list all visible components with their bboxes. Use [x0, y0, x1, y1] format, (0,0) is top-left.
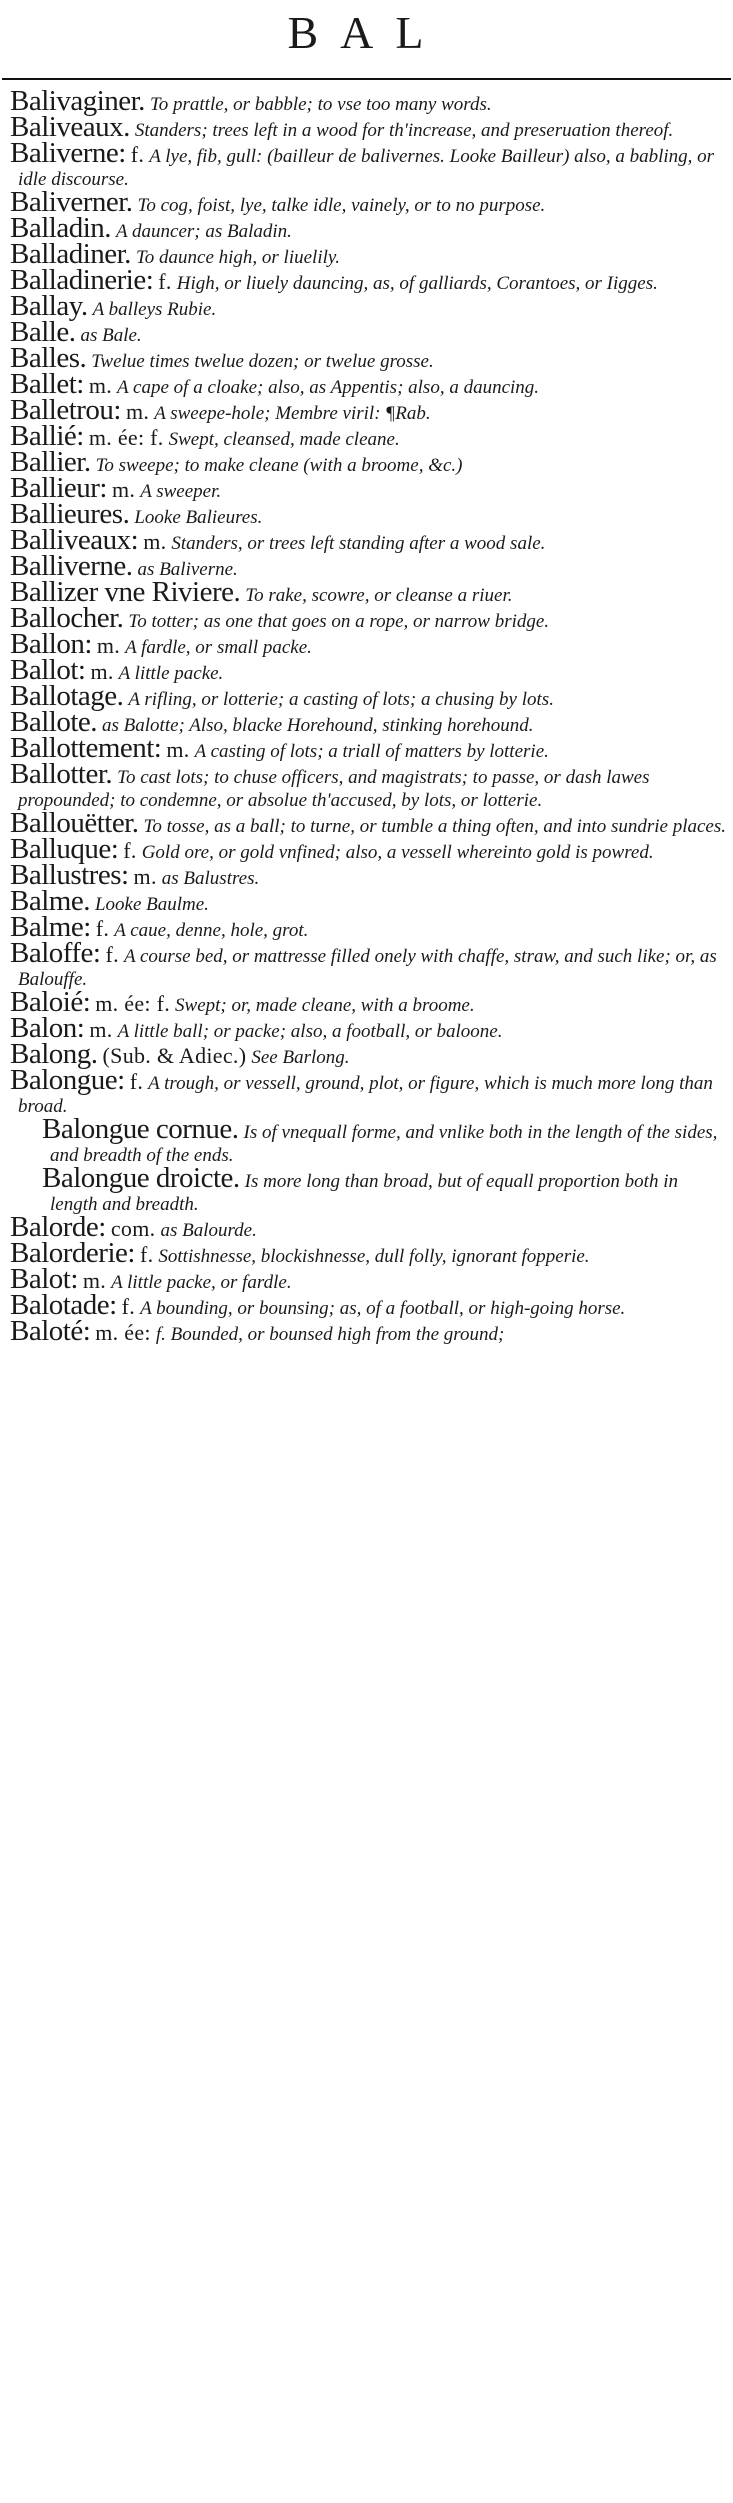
definition: A caue, denne, hole, grot. [114, 920, 309, 941]
grammar-label: m. ée: f. [95, 991, 171, 1016]
definition: A balleys Rubie. [92, 299, 217, 320]
dictionary-entry [10, 859, 726, 891]
dictionary-entry [10, 911, 726, 943]
headword: Baliveaux. [10, 111, 130, 143]
headword: Balle. [10, 316, 76, 348]
headword: Ballet: [10, 368, 84, 400]
definition: To daunce high, or liuelily. [135, 247, 341, 268]
dictionary-entry [10, 885, 726, 917]
definition: Is more long than broad, but of equall proportion both in length and breadth. [50, 1171, 678, 1215]
definition: as Bale. [80, 325, 142, 346]
headword: Balivaginer. [10, 85, 145, 117]
dictionary-entry [10, 1113, 726, 1167]
grammar-label: m. [96, 633, 121, 658]
dictionary-entry [10, 264, 726, 296]
definition: A little packe. [118, 663, 224, 684]
grammar-label: f. [95, 916, 110, 941]
headword: Balladiner. [10, 238, 131, 270]
definition: To cast lots; to chuse officers, and magistrats; to passe, or dash lawes propounded; to condemne, or absolue th'accused, by lots, or lotterie. [18, 767, 650, 811]
dictionary-entry [10, 680, 726, 712]
grammar-label: f. [123, 838, 137, 863]
running-head: BAL [287, 7, 446, 58]
headword: Balliveaux: [10, 524, 139, 556]
dictionary-entry [10, 1263, 726, 1295]
headword: Balorde: [10, 1211, 106, 1243]
definition: as Balourde. [160, 1220, 257, 1241]
grammar-label: f. [139, 1242, 154, 1267]
grammar-label: f. [121, 1294, 136, 1319]
grammar-label: m. ée: f. [88, 425, 164, 450]
headword: Ballouëtter. [10, 807, 139, 839]
definition: See Barlong. [251, 1047, 350, 1068]
dictionary-entry [10, 1064, 726, 1118]
headword: Ballotage. [10, 680, 124, 712]
grammar-label: f. [105, 942, 119, 967]
headword: Balladin. [10, 212, 112, 244]
headword: Balluque: [10, 833, 119, 865]
headword: Ballier. [10, 446, 91, 478]
headword: Ballottement: [10, 732, 162, 764]
headword: Balong. [10, 1038, 98, 1070]
headword: Ballon: [10, 628, 92, 660]
definition: Looke Balieures. [134, 507, 263, 528]
dictionary-entry [10, 937, 726, 991]
dictionary-entry [10, 732, 726, 764]
definition: To tosse, as a ball; to turne, or tumble a thing often, and into sundrie places. [143, 816, 726, 837]
definition: as Baliverne. [137, 559, 238, 580]
definition: To sweepe; to make cleane (with a broome, &c.) [95, 455, 463, 476]
headword: Ballizer vne Riviere. [10, 576, 241, 608]
headword: Ballieur: [10, 472, 107, 504]
headword: Balongue cornue. [42, 1113, 239, 1145]
dictionary-entry [10, 1289, 726, 1321]
dictionary-entry [10, 628, 726, 660]
headword: Balladinerie: [10, 264, 154, 296]
headword: Ballié: [10, 420, 84, 452]
definition: A sweepe-hole; Membre viril: ¶Rab. [154, 403, 431, 424]
definition: Standers; trees left in a wood for th'increase, and preseruation thereof. [134, 120, 674, 141]
grammar-label: f. [129, 1069, 144, 1094]
grammar-label: m. [125, 399, 150, 424]
grammar-label: m. [82, 1268, 107, 1293]
headword: Ballieures. [10, 498, 130, 530]
dictionary-entry [10, 1315, 726, 1347]
grammar-label: m. [111, 477, 136, 502]
headword: Balongue droicte. [42, 1162, 240, 1194]
definition: A lye, fib, gull: (bailleur de balivernes. Looke Bailleur) also, a babling, or idle discourse. [18, 146, 715, 190]
definition: f. Bounded, or bounsed high from the ground; [155, 1324, 505, 1345]
headword: Ballote. [10, 706, 98, 738]
headword: Baliverner. [10, 186, 133, 218]
header-rule [2, 78, 731, 80]
definition: Sottishnesse, blockishnesse, dull folly, ignorant fopperie. [158, 1246, 590, 1267]
definition: A little ball; or packe; also, a football, or baloone. [117, 1021, 503, 1042]
headword: Ballot: [10, 654, 86, 686]
dictionary-entry [10, 602, 726, 634]
definition: Swept; or, made cleane, with a broome. [175, 995, 475, 1016]
dictionary-entry [10, 1162, 726, 1216]
definition: A course bed, or mattresse filled onely with chaffe, straw, and such like; or, as Balouffe. [18, 946, 717, 990]
grammar-label: (Sub. & Adiec.) [102, 1043, 247, 1068]
definition: as Balustres. [161, 868, 260, 889]
headword: Baloté: [10, 1315, 91, 1347]
definition: A dauncer; as Baladin. [116, 221, 292, 242]
definition: To rake, scowre, or cleanse a riuer. [245, 585, 513, 606]
grammar-label: m. ée: [95, 1320, 151, 1345]
definition: Swept, cleansed, made cleane. [168, 429, 400, 450]
dictionary-entry [10, 186, 726, 218]
headword: Ballay. [10, 290, 88, 322]
definition: A casting of lots; a triall of matters by lotterie. [194, 741, 549, 762]
definition: Is of vnequall forme, and vnlike both in the length of the sides, and breadth of the ends. [50, 1122, 718, 1166]
grammar-label: m. [88, 373, 113, 398]
dictionary-entry [10, 986, 726, 1018]
headword: Balotade: [10, 1289, 117, 1321]
headword: Balletrou: [10, 394, 121, 426]
definition: A cape of a cloake; also, as Appentis; also, a dauncing. [117, 377, 540, 398]
definition: Twelue times twelue dozen; or twelue grosse. [91, 351, 434, 372]
dictionary-entry [10, 316, 726, 348]
grammar-label: m. [133, 864, 157, 889]
dictionary-entry [10, 446, 726, 478]
headword: Baloffe: [10, 937, 101, 969]
headword: Ballustres: [10, 859, 129, 891]
definition: To cog, foist, lye, talke idle, vainely, or to no purpose. [137, 195, 546, 216]
grammar-label: m. [143, 529, 167, 554]
definition: A sweeper. [140, 481, 222, 502]
definition: A rifling, or lotterie; a casting of lots; a chusing by lots. [128, 689, 554, 710]
entry-list [10, 85, 726, 1347]
headword: Balliverne. [10, 550, 133, 582]
headword: Balme: [10, 911, 91, 943]
headword: Balme. [10, 885, 90, 917]
definition: High, or liuely dauncing, as, of galliards, Corantoes, or Iigges. [176, 273, 658, 294]
grammar-label: m. [166, 737, 190, 762]
definition: Gold ore, or gold vnfined; also, a vessell whereinto gold is powred. [141, 842, 654, 863]
dictionary-entry [10, 394, 726, 426]
dictionary-entry [10, 758, 726, 812]
headword: Baliverne: [10, 137, 126, 169]
dictionary-entry [10, 420, 726, 452]
definition: Standers, or trees left standing after a wood sale. [171, 533, 546, 554]
definition: To totter; as one that goes on a rope, or narrow bridge. [128, 611, 550, 632]
grammar-label: m. [90, 659, 114, 684]
definition: Looke Baulme. [94, 894, 209, 915]
grammar-label: f. [158, 269, 172, 294]
definition: A trough, or vessell, ground, plot, or figure, which is much more long than broad. [18, 1073, 713, 1117]
dictionary-entry [10, 137, 726, 191]
dictionary-entry [10, 290, 726, 322]
headword: Ballocher. [10, 602, 124, 634]
headword: Balon: [10, 1012, 85, 1044]
grammar-label: m. [89, 1017, 113, 1042]
headword: Balongue: [10, 1064, 125, 1096]
definition: A little packe, or fardle. [111, 1272, 292, 1293]
headword: Balot: [10, 1263, 78, 1295]
dictionary-entry [10, 1012, 726, 1044]
grammar-label: com. [110, 1216, 156, 1241]
headword: Baloié: [10, 986, 91, 1018]
definition: A bounding, or bounsing; as, of a football, or high-going horse. [140, 1298, 626, 1319]
grammar-label: f. [130, 142, 145, 167]
headword: Ballotter. [10, 758, 113, 790]
dictionary-entry [10, 342, 726, 374]
definition: as Balotte; Also, blacke Horehound, stinking horehound. [102, 715, 534, 736]
headword: Balles. [10, 342, 87, 374]
headword: Balorderie: [10, 1237, 135, 1269]
definition: To prattle, or babble; to vse too many words. [149, 94, 492, 115]
dictionary-entry [10, 1237, 726, 1269]
definition: A fardle, or small packe. [125, 637, 312, 658]
